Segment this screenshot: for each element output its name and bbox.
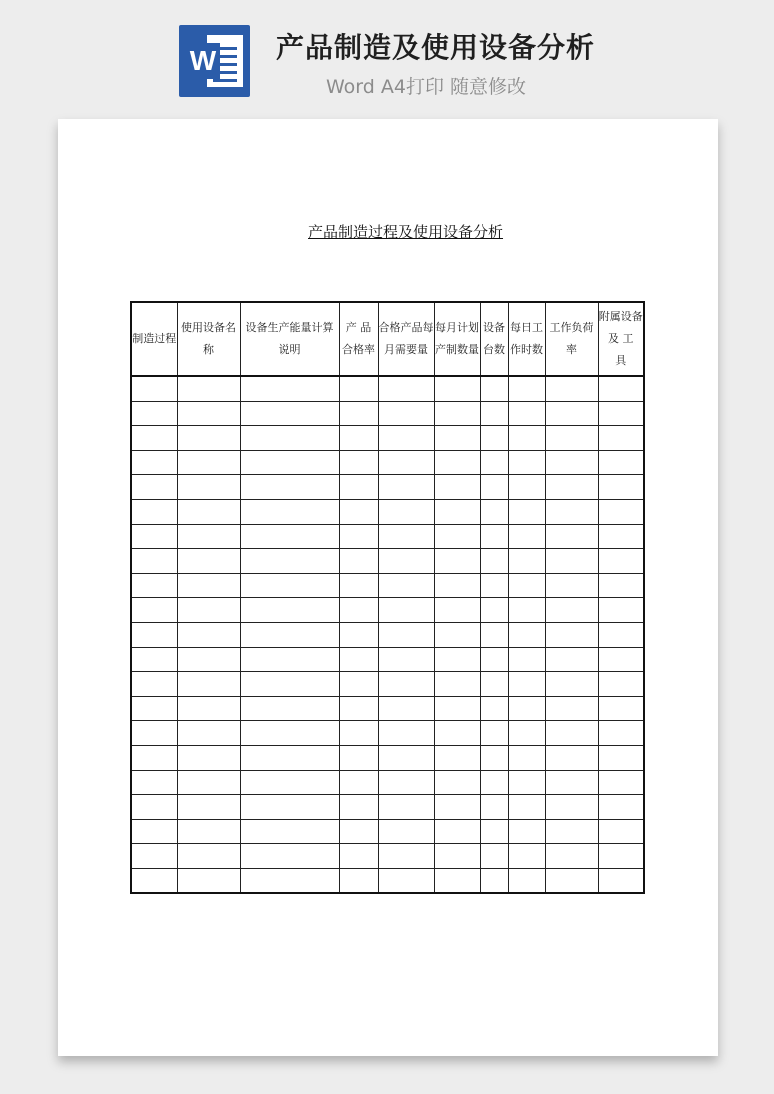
word-letter-badge: W xyxy=(186,43,220,79)
table-row xyxy=(131,401,644,426)
table-cell xyxy=(508,475,545,500)
table-cell xyxy=(378,868,434,893)
table-cell xyxy=(378,795,434,820)
table-cell xyxy=(508,868,545,893)
table-cell xyxy=(177,450,240,475)
table-cell xyxy=(508,696,545,721)
table-cell xyxy=(177,376,240,401)
column-header: 工作负荷率 xyxy=(545,302,598,376)
table-cell xyxy=(240,549,339,574)
table-cell xyxy=(434,573,480,598)
table-cell xyxy=(434,622,480,647)
table-cell xyxy=(598,647,644,672)
column-header: 每月计划 产制数量 xyxy=(434,302,480,376)
table-cell xyxy=(545,524,598,549)
table-cell xyxy=(240,622,339,647)
table-cell xyxy=(598,450,644,475)
table-cell xyxy=(508,376,545,401)
table-cell xyxy=(131,401,177,426)
table-cell xyxy=(378,549,434,574)
table-cell xyxy=(598,549,644,574)
table-cell xyxy=(480,450,508,475)
table-cell xyxy=(131,696,177,721)
table-cell xyxy=(480,696,508,721)
table-cell xyxy=(131,549,177,574)
table-cell xyxy=(131,745,177,770)
table-cell xyxy=(177,524,240,549)
table-cell xyxy=(545,376,598,401)
table-cell xyxy=(339,598,378,623)
document-title: 产品制造及使用设备分析 xyxy=(276,31,596,64)
table-cell xyxy=(480,647,508,672)
table-cell xyxy=(378,499,434,524)
table-cell xyxy=(177,672,240,697)
table-cell xyxy=(508,426,545,451)
table-row xyxy=(131,426,644,451)
table-cell xyxy=(378,401,434,426)
table-cell xyxy=(434,426,480,451)
table-cell xyxy=(545,598,598,623)
table-cell xyxy=(177,647,240,672)
table-cell xyxy=(480,598,508,623)
table-cell xyxy=(508,647,545,672)
table-cell xyxy=(598,844,644,869)
table-cell xyxy=(131,499,177,524)
table-cell xyxy=(131,426,177,451)
table-cell xyxy=(508,524,545,549)
table-cell xyxy=(339,426,378,451)
table-cell xyxy=(508,499,545,524)
document-subtitle: Word A4打印 随意修改 xyxy=(326,76,527,98)
table-row xyxy=(131,868,644,893)
table-row xyxy=(131,376,644,401)
table-cell xyxy=(480,745,508,770)
table-cell xyxy=(434,598,480,623)
table-cell xyxy=(177,499,240,524)
table-cell xyxy=(177,721,240,746)
table-row xyxy=(131,450,644,475)
table-cell xyxy=(339,745,378,770)
table-cell xyxy=(131,598,177,623)
column-header: 每日工 作时数 xyxy=(508,302,545,376)
table-cell xyxy=(508,549,545,574)
table-cell xyxy=(240,647,339,672)
page-heading: 产品制造过程及使用设备分析 xyxy=(308,223,504,241)
table-cell xyxy=(434,376,480,401)
table-cell xyxy=(545,475,598,500)
table-cell xyxy=(131,450,177,475)
table-row xyxy=(131,499,644,524)
table-cell xyxy=(598,524,644,549)
table-cell xyxy=(434,868,480,893)
table-row xyxy=(131,475,644,500)
table-cell xyxy=(598,868,644,893)
table-cell xyxy=(339,524,378,549)
table-body xyxy=(131,376,644,893)
table-cell xyxy=(240,573,339,598)
table-cell xyxy=(434,745,480,770)
table-cell xyxy=(480,573,508,598)
table-cell xyxy=(434,721,480,746)
table-cell xyxy=(480,401,508,426)
table-cell xyxy=(339,622,378,647)
table-cell xyxy=(598,770,644,795)
table-cell xyxy=(339,770,378,795)
doc-line xyxy=(213,79,237,82)
table-row xyxy=(131,672,644,697)
table-cell xyxy=(598,819,644,844)
table-cell xyxy=(240,426,339,451)
table-cell xyxy=(434,844,480,869)
table-cell xyxy=(378,770,434,795)
column-header: 制造过程 xyxy=(131,302,177,376)
table-cell xyxy=(177,770,240,795)
table-cell xyxy=(240,721,339,746)
table-cell xyxy=(339,795,378,820)
table-cell xyxy=(240,672,339,697)
table-cell xyxy=(131,573,177,598)
table-cell xyxy=(434,819,480,844)
table-cell xyxy=(508,844,545,869)
table-cell xyxy=(177,745,240,770)
table-cell xyxy=(545,401,598,426)
table-cell xyxy=(598,376,644,401)
table-cell xyxy=(480,524,508,549)
table-cell xyxy=(240,844,339,869)
table-cell xyxy=(480,499,508,524)
table-cell xyxy=(378,524,434,549)
table-cell xyxy=(508,573,545,598)
table-cell xyxy=(177,868,240,893)
table-row xyxy=(131,573,644,598)
table-cell xyxy=(177,795,240,820)
table-cell xyxy=(378,573,434,598)
table-row xyxy=(131,745,644,770)
table-cell xyxy=(480,721,508,746)
table-cell xyxy=(240,376,339,401)
table-cell xyxy=(378,450,434,475)
table-cell xyxy=(434,647,480,672)
table-cell xyxy=(508,622,545,647)
table-cell xyxy=(131,721,177,746)
table-cell xyxy=(480,622,508,647)
table-cell xyxy=(177,622,240,647)
table-cell xyxy=(434,401,480,426)
table-cell xyxy=(545,672,598,697)
equipment-analysis-table xyxy=(130,301,645,894)
table-cell xyxy=(339,450,378,475)
table-cell xyxy=(598,475,644,500)
table-cell xyxy=(480,868,508,893)
table-cell xyxy=(339,672,378,697)
table-cell xyxy=(598,721,644,746)
column-header: 设备 台数 xyxy=(480,302,508,376)
table-cell xyxy=(434,475,480,500)
table-cell xyxy=(598,499,644,524)
table-cell xyxy=(598,598,644,623)
table-cell xyxy=(131,672,177,697)
table-row xyxy=(131,598,644,623)
table-cell xyxy=(131,844,177,869)
table-cell xyxy=(177,573,240,598)
table-cell xyxy=(131,647,177,672)
table-cell xyxy=(508,819,545,844)
table-cell xyxy=(434,770,480,795)
table-cell xyxy=(480,672,508,697)
table-cell xyxy=(434,450,480,475)
table-cell xyxy=(378,647,434,672)
table-cell xyxy=(131,524,177,549)
table-cell xyxy=(434,696,480,721)
table-cell xyxy=(378,598,434,623)
table-cell xyxy=(177,598,240,623)
table-cell xyxy=(508,721,545,746)
table-cell xyxy=(339,647,378,672)
table-cell xyxy=(545,622,598,647)
column-header: 合格产品每 月需要量 xyxy=(378,302,434,376)
table-cell xyxy=(480,376,508,401)
table-cell xyxy=(131,770,177,795)
table-cell xyxy=(545,844,598,869)
column-header: 使用设备名称 xyxy=(177,302,240,376)
table-cell xyxy=(378,844,434,869)
table-cell xyxy=(480,426,508,451)
table-cell xyxy=(598,622,644,647)
table-cell xyxy=(434,524,480,549)
table-cell xyxy=(131,795,177,820)
table-cell xyxy=(240,598,339,623)
table-cell xyxy=(378,696,434,721)
table-cell xyxy=(177,549,240,574)
table-cell xyxy=(545,721,598,746)
table-cell xyxy=(545,696,598,721)
table-cell xyxy=(545,647,598,672)
table-cell xyxy=(339,844,378,869)
table-row xyxy=(131,795,644,820)
table-cell xyxy=(598,426,644,451)
column-header: 产 品 合格率 xyxy=(339,302,378,376)
table-cell xyxy=(378,475,434,500)
column-header: 附属设备 及 工 具 xyxy=(598,302,644,376)
table-cell xyxy=(480,475,508,500)
table-cell xyxy=(434,549,480,574)
table-cell xyxy=(131,622,177,647)
table-cell xyxy=(434,672,480,697)
table-cell xyxy=(240,795,339,820)
table-cell xyxy=(545,868,598,893)
table-cell xyxy=(378,622,434,647)
header xyxy=(0,0,774,110)
table-cell xyxy=(378,376,434,401)
table-cell xyxy=(240,450,339,475)
table-cell xyxy=(339,499,378,524)
table-cell xyxy=(480,770,508,795)
table-cell xyxy=(339,696,378,721)
table-cell xyxy=(378,745,434,770)
table-cell xyxy=(598,672,644,697)
table-cell xyxy=(131,376,177,401)
table-cell xyxy=(508,598,545,623)
table-cell xyxy=(545,549,598,574)
table-cell xyxy=(598,573,644,598)
table-cell xyxy=(378,426,434,451)
table-cell xyxy=(339,721,378,746)
table-cell xyxy=(508,770,545,795)
table-row xyxy=(131,647,644,672)
table-cell xyxy=(508,672,545,697)
table-cell xyxy=(339,549,378,574)
table-cell xyxy=(545,573,598,598)
table-row xyxy=(131,770,644,795)
column-header: 设备生产能量计算说明 xyxy=(240,302,339,376)
table-cell xyxy=(339,819,378,844)
table-row xyxy=(131,622,644,647)
table-cell xyxy=(545,499,598,524)
table-cell xyxy=(131,868,177,893)
table-cell xyxy=(339,475,378,500)
table-cell xyxy=(545,745,598,770)
table-cell xyxy=(378,721,434,746)
table-row xyxy=(131,549,644,574)
table-cell xyxy=(378,672,434,697)
table-cell xyxy=(480,795,508,820)
table-cell xyxy=(480,844,508,869)
word-document-icon xyxy=(179,25,250,97)
table-cell xyxy=(598,696,644,721)
table-cell xyxy=(545,426,598,451)
table-cell xyxy=(177,819,240,844)
table-row xyxy=(131,524,644,549)
table-cell xyxy=(598,745,644,770)
table-cell xyxy=(131,475,177,500)
table-cell xyxy=(545,770,598,795)
table-cell xyxy=(240,401,339,426)
table-cell xyxy=(240,524,339,549)
document-page xyxy=(58,119,718,1056)
table-cell xyxy=(508,401,545,426)
table-row xyxy=(131,819,644,844)
table-cell xyxy=(545,819,598,844)
table-cell xyxy=(240,499,339,524)
table-cell xyxy=(508,745,545,770)
table-cell xyxy=(598,401,644,426)
table-cell xyxy=(177,844,240,869)
table-cell xyxy=(240,696,339,721)
table-cell xyxy=(240,770,339,795)
table-cell xyxy=(240,745,339,770)
table-cell xyxy=(508,795,545,820)
table-row xyxy=(131,721,644,746)
table-cell xyxy=(177,696,240,721)
table-cell xyxy=(545,795,598,820)
table-row xyxy=(131,696,644,721)
table-cell xyxy=(131,819,177,844)
table-cell xyxy=(339,401,378,426)
table-cell xyxy=(177,426,240,451)
table-cell xyxy=(240,475,339,500)
table-cell xyxy=(434,795,480,820)
table-cell xyxy=(480,819,508,844)
table-cell xyxy=(598,795,644,820)
table-cell xyxy=(508,450,545,475)
table-cell xyxy=(480,549,508,574)
table-cell xyxy=(434,499,480,524)
table-cell xyxy=(177,475,240,500)
table-cell xyxy=(240,868,339,893)
table-cell xyxy=(339,376,378,401)
table-cell xyxy=(177,401,240,426)
table-cell xyxy=(339,868,378,893)
table-header-row xyxy=(131,302,644,376)
table-cell xyxy=(378,819,434,844)
table-row xyxy=(131,844,644,869)
table-cell xyxy=(339,573,378,598)
table-cell xyxy=(545,450,598,475)
table-cell xyxy=(240,819,339,844)
